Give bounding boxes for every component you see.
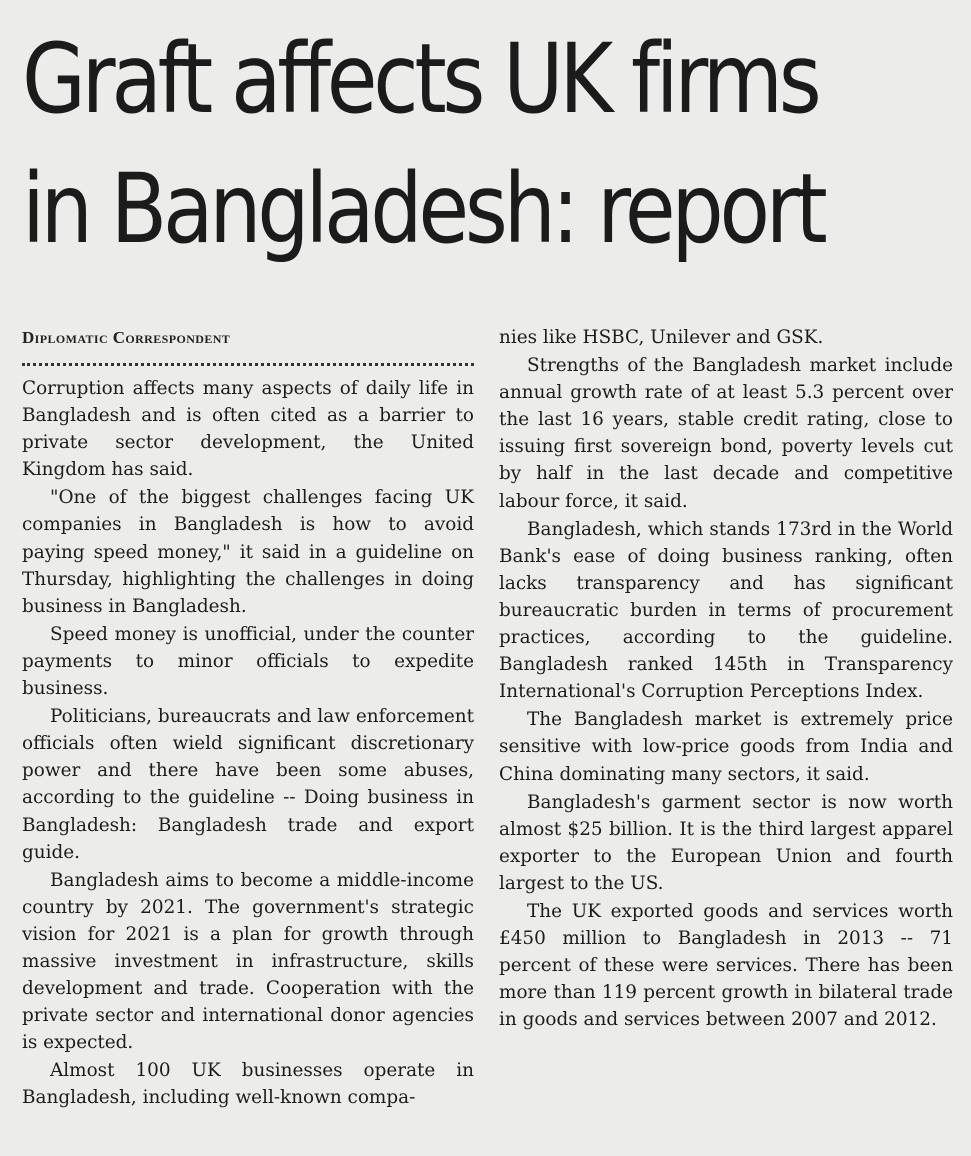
paragraph: Almost 100 UK businesses operate in Bangladesh, including well-known compa-	[22, 1060, 474, 1109]
paragraph: Strengths of the Bangladesh market include annual growth rate of at least 5.3 percent over the last 16 years, stable credit rating, close to issuing first sovereign bond, poverty levels cut by half in the last decade and competitive labour force, it said.	[499, 355, 953, 512]
paragraph: Bangladesh, which stands 173rd in the World Bank's ease of doing business ranking, often lacks transparency and has significant bureaucratic burden in terms of procurement practices, according to the guideline. Bangladesh ranked 145th in Transparency International's Corruption Perceptions Index.	[499, 518, 953, 703]
headline-line-1: Graft affects UK firms	[22, 23, 818, 135]
paragraph-continuation: nies like HSBC, Unilever and GSK.	[499, 327, 824, 348]
dotted-divider	[22, 363, 474, 366]
paragraph: The UK exported goods and services worth £450 million to Bangladesh in 2013 -- 71 percent of these were services. There has been more than 119 percent growth in bilateral trade in goods and services between 2007 and 2012.	[499, 900, 953, 1031]
left-column	[22, 324, 474, 1112]
article-body	[22, 324, 953, 1112]
paragraph: Bangladesh aims to become a middle-income country by 2021. The government's strategic vision for 2021 is a plan for growth through massive investment in infrastructure, skills development and trade. Cooperation with the private sector and international donor agencies is expected.	[22, 869, 474, 1054]
paragraph: Corruption affects many aspects of daily life in Bangladesh and is often cited as a barrier to private sector development, the United Kingdom has said.	[22, 378, 474, 481]
paragraph: Speed money is unofficial, under the counter payments to minor officials to expedite business.	[22, 623, 474, 700]
paragraph: The Bangladesh market is extremely price sensitive with low-price goods from India and China dominating many sectors, it said.	[499, 709, 953, 785]
right-column	[499, 324, 953, 1112]
headline-line-2: in Bangladesh: report	[22, 153, 824, 265]
byline: Diplomatic Correspondent	[22, 328, 231, 347]
headline	[22, 14, 824, 274]
paragraph: "One of the biggest challenges facing UK companies in Bangladesh is how to avoid paying speed money," it said in a guideline on Thursday, highlighting the challenges in doing business in Bangladesh.	[22, 487, 474, 617]
paragraph: Bangladesh's garment sector is now worth almost $25 billion. It is the third largest apparel exporter to the European Union and fourth largest to the US.	[499, 791, 953, 894]
paragraph: Politicians, bureaucrats and law enforcement officials often wield significant discretionary power and there have been some abuses, according to the guideline -- Doing business in Bangladesh: Bangladesh trade and export guide.	[22, 706, 474, 863]
